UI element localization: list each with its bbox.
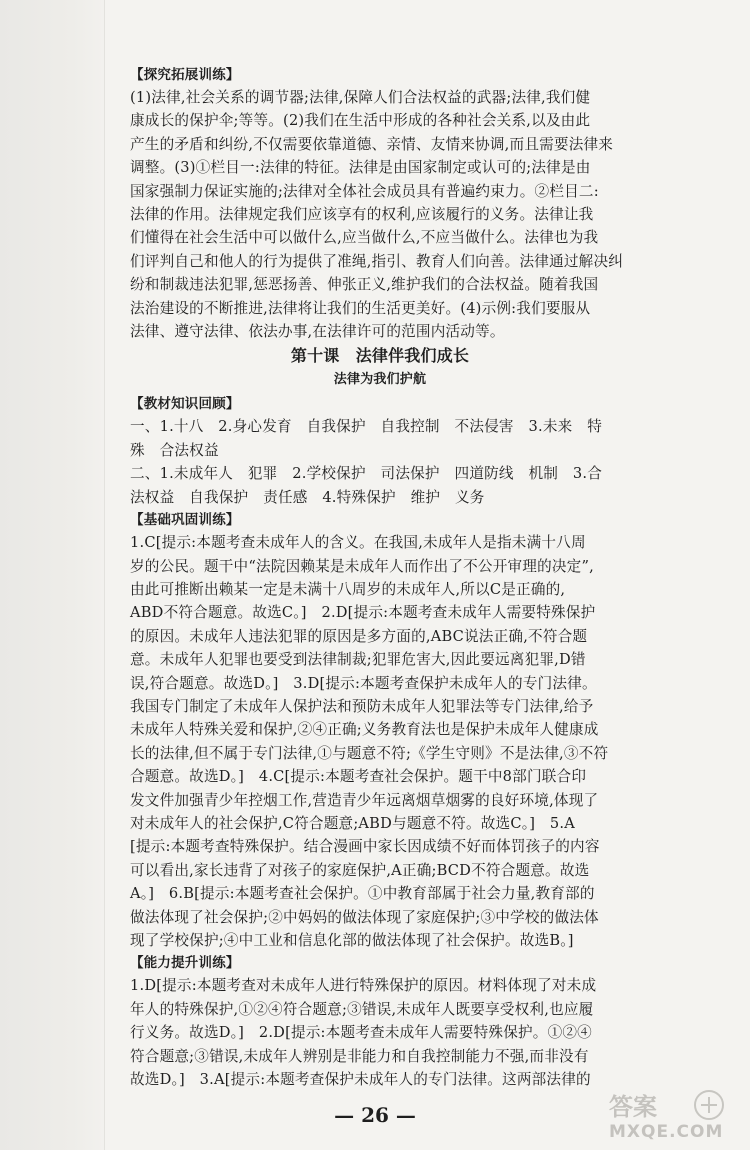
review-section [130, 393, 630, 509]
paragraph-line: 年人的特殊保护,①②④符合题意;③错误,未成年人既要享受权利,也应履 [130, 1000, 594, 1018]
paragraph-line: 二、1.未成年人 犯罪 2.学校保护 司法保护 四道防线 机制 3.合 [130, 465, 602, 483]
lesson-title: 第十课 法律伴我们成长 [290, 346, 470, 366]
paragraph-line: 符合题意;③错误,未成年人辨别是非能力和自我控制能力不强,而非没有 [130, 1047, 589, 1065]
section-heading-ability: 【能力提升训练】 [130, 955, 240, 972]
paragraph-line: 行义务。故选D。] 2.D[提示:本题考查未成年人需要特殊保护。①②④ [130, 1024, 592, 1042]
paragraph-line: 可以看出,家长违背了对孩子的家庭保护,A正确;BCD不符合题意。故选 [130, 861, 590, 879]
paragraph-line: 1.D[提示:本题考查对未成年人进行特殊保护的原因。材料体现了对未成 [130, 977, 597, 995]
paragraph-line: 意。未成年人犯罪也要受到法律制裁;犯罪危害大,因此要远离犯罪,D错 [130, 651, 586, 669]
paragraph-line: 由此可推断出赖某一定是未满十八周岁的未成年人,所以C是正确的, [130, 580, 566, 598]
paragraph-line: 们懂得在社会生活中可以做什么,应当做什么,不应当做什么。法律也为我 [130, 229, 599, 247]
paragraph-line: [提示:本题考查特殊保护。结合漫画中家长因成绩不好而体罚孩子的内容 [130, 838, 600, 856]
paragraph-line: 纷和制裁违法犯罪,惩恶扬善、伸张正义,维护我们的合法权益。随着我国 [130, 276, 599, 294]
ability-section [130, 952, 630, 1091]
paragraph-line: 法律的作用。法律规定我们应该享有的权利,应该履行的义务。法律让我 [130, 206, 594, 224]
paragraph-line: ABD不符合题意。故选C。] 2.D[提示:本题考查未成年人需要特殊保护 [130, 604, 596, 622]
paragraph-line: 的原因。未成年人违法犯罪的原因是多方面的,ABC说法正确,不符合题 [130, 627, 588, 645]
paragraph-line: 康成长的保护伞;等等。(2)我们在生活中形成的各种社会关系,以及由此 [130, 112, 591, 130]
page-number: — 26 — [334, 1103, 416, 1127]
basic-section [130, 509, 630, 952]
paragraph-line: A。] 6.B[提示:本题考查社会保护。①中教育部属于社会力量,教育部的 [130, 885, 595, 903]
watermark-logo-icon [605, 1083, 735, 1143]
paragraph-line: 1.C[提示:本题考查未成年人的含义。在我国,未成年人是指未满十八周 [130, 534, 586, 552]
paragraph-line: 们评判自己和他人的行为提供了准绳,指引、教育人们向善。法律通过解决纠 [130, 252, 624, 270]
section-heading-explore: 【探究拓展训练】 [130, 67, 240, 83]
section-heading-review: 【教材知识回顾】 [130, 396, 240, 413]
svg-text:答案: 答案 [609, 1093, 657, 1121]
binding-margin [0, 0, 105, 1150]
paragraph-line: 未成年人特殊关爱和保护,②④正确;义务教育法也是保护未成年人健康成 [130, 721, 599, 739]
paragraph-line: 调整。(3)①栏目一:法律的特征。法律是由国家制定或认可的;法律是由 [130, 159, 591, 177]
paragraph-line: 一、1.十八 2.身心发育 自我保护 自我控制 不法侵害 3.未来 特 [130, 418, 602, 436]
paragraph-line: 发文件加强青少年控烟工作,营造青少年远离烟草烟雾的良好环境,体现了 [130, 791, 599, 809]
explore-section [130, 64, 630, 343]
paragraph-line: 故选D。] 3.A[提示:本题考查保护未成年人的专门法律。这两部法律的 [130, 1071, 591, 1089]
paragraph-line: 产生的矛盾和纠纷,不仅需要依靠道德、亲情、友情来协调,而且需要法律来 [130, 135, 614, 153]
paragraph-line: 法权益 自我保护 责任感 4.特殊保护 维护 义务 [130, 488, 485, 506]
paragraph-line: (1)法律,社会关系的调节器;法律,保障人们合法权益的武器;法律,我们健 [130, 89, 591, 106]
paragraph-line: 我国专门制定了未成年人保护法和预防未成年人犯罪法等专门法律,给予 [130, 697, 594, 715]
paragraph-line: 法治建设的不断推进,法律将让我们的生活更美好。(4)示例:我们要服从 [130, 299, 591, 317]
paragraph-line: 误,符合题意。故选D。] 3.D[提示:本题考查保护未成年人的专门法律。 [130, 674, 597, 692]
paragraph-line: 做法体现了社会保护;②中妈妈的做法体现了家庭保护;③中学校的做法体 [130, 908, 599, 926]
paragraph-line: 现了学校保护;④中工业和信息化部的做法体现了社会保护。故选B。] [130, 932, 574, 949]
lesson-subtitle: 法律为我们护航 [333, 372, 427, 388]
paragraph-line: 国家强制力保证实施的;法律对全体社会成员具有普遍约束力。②栏目二: [130, 182, 599, 200]
paragraph-line: 殊 合法权益 [130, 441, 219, 459]
answer-content [130, 64, 630, 1091]
paragraph-line: 法律、遵守法律、依法办事,在法律许可的范围内活动等。 [130, 323, 505, 341]
paragraph-line: 长的法律,但不属于专门法律,①与题意不符;《学生守则》不是法律,③不符 [130, 744, 609, 762]
paragraph-line: 岁的公民。题干中“法院因赖某是未成年人而作出了不公开审理的决定”, [130, 557, 594, 575]
paragraph-line: 合题意。故选D。] 4.C[提示:本题考查社会保护。题干中8部门联合印 [130, 768, 587, 786]
svg-text:MXQE.COM: MXQE.COM [609, 1122, 724, 1142]
watermark-logo [605, 1083, 735, 1143]
section-heading-basic: 【基础巩固训练】 [130, 512, 240, 529]
paragraph-line: 对未成年人的社会保护,C符合题意;ABD与题意不符。故选C。] 5.A [130, 814, 575, 832]
